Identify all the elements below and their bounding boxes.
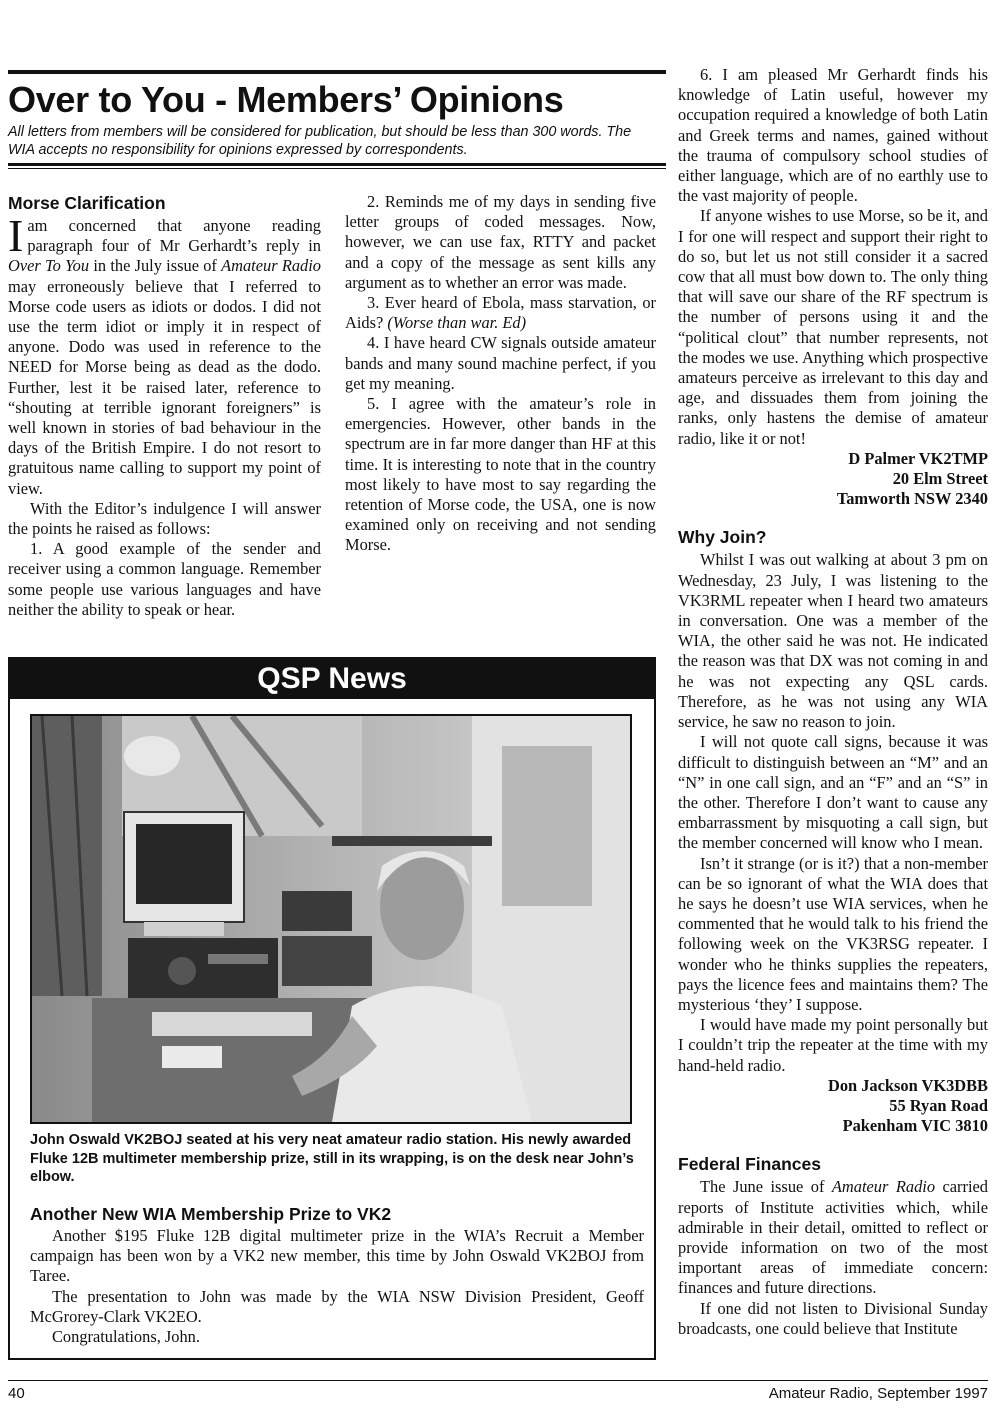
why-join-signature-street: 55 Ryan Road [889, 1095, 988, 1115]
why-join-signature-town: Pakenham VIC 3810 [842, 1116, 988, 1136]
drop-cap: I [8, 210, 24, 261]
morse-signature-name: D Palmer VK2TMP [848, 448, 988, 468]
morse-paragraph-4: 2. Reminds me of my days in sending five letter groups of coded messages. Now, however, we can use fax, RTTY and packet and a copy of the message as sent kills any argument as to whether an error was made. [345, 192, 656, 292]
morse-paragraph-8: 6. I am pleased Mr Gerhardt finds his knowledge of Latin useful, however my occupation required a knowledge of both Latin and Greek terms and names, gained without the trauma of compulsory school studies of either language, which are of no earthly use to the vast majority of people. [678, 65, 988, 206]
station-photo [30, 714, 632, 1124]
qsp-news-banner: QSP News [10, 659, 654, 699]
header-bottom-rule-thin [8, 168, 666, 169]
qsp-subheading: Another New WIA Membership Prize to VK2 [30, 1204, 392, 1224]
morse-signature-town: Tamworth NSW 2340 [836, 489, 988, 509]
column-middle [345, 192, 656, 556]
header-top-rule [8, 70, 666, 74]
morse-paragraph-5: 3. Ever heard of Ebola, mass starvation, or Aids? (Worse than war. Ed) [345, 293, 656, 333]
footer-rule [8, 1380, 988, 1381]
why-join-paragraph-1: Whilst I was out walking at about 3 pm on Wednesday, 23 July, I was listening to the VK3RML repeater when I heard two amateurs in conversation. One was a member of the WIA, the other said he was not. He indicated the reason was that DX was not coming in and he was not expecting any QSL cards. Therefore, as he was not using any WIA service, he saw no reason to join. [678, 550, 988, 732]
why-join-paragraph-4: I would have made my point personally but I couldn’t trip the repeater at the time with my hand-held radio. [678, 1015, 988, 1075]
qsp-paragraph-1: Another $195 Fluke 12B digital multimeter prize in the WIA’s Recruit a Member campaign has been won by a VK2 new member, this time by John Oswald VK2BOJ from Taree. [30, 1226, 644, 1286]
qsp-paragraph-3: Congratulations, John. [52, 1327, 200, 1347]
photo-caption: John Oswald VK2BOJ seated at his very neat amateur radio station. His newly awarded Fluke 12B multimeter membership prize, still in its wrapping, is on the desk near John’s elbow. [30, 1132, 634, 1185]
morse-paragraph-7: 5. I agree with the amateur’s role in emergencies. However, other bands in the spectrum are in far more danger than HF at this time. It is interesting to note that in the country most likely to have most to say regarding the retention of Morse code, the USA, one is now examined only on receiving and not sending Morse. [345, 394, 656, 555]
why-join-heading: Why Join? [678, 527, 767, 548]
morse-paragraph-6: 4. I have heard CW signals outside amateur bands and many sound machine perfect, if you get my meaning. [345, 333, 656, 393]
column-right [678, 65, 988, 1339]
qsp-paragraph-2: The presentation to John was made by the WIA NSW Division President, Geoff McGrorey-Clark VK2EO. [30, 1286, 644, 1326]
federal-paragraph-1: The June issue of Amateur Radio carried reports of Institute activities which, while admirable in their detail, omitted to reflect or provide information on two of the most important areas of immediate concern: finances and future directions. [678, 1177, 988, 1298]
publication-name: Amateur Radio, September 1997 [768, 1385, 988, 1402]
morse-paragraph-2: With the Editor’s indulgence I will answer the points he raised as follows: [8, 498, 321, 539]
header-bottom-rule [8, 163, 666, 166]
column-left [8, 192, 321, 620]
page-title: Over to You - Members’ Opinions [8, 79, 564, 120]
morse-paragraph-3: 1. A good example of the sender and receiver using a common language. Remember some people use various languages and have neither the ability to speak or hear. [8, 539, 321, 619]
why-join-signature-name: Don Jackson VK3DBB [827, 1075, 988, 1095]
morse-paragraph-1: Iam concerned that anyone reading paragraph four of Mr Gerhardt’s reply in Over To You in the July issue of Amateur Radio may erroneously believe that I referred to Morse code users as idiots or dodos. I did not use the term idiot or imply it in respect of anyone. Dodo was used in reference to the NEED for Morse being as dead as the dodo. Further, lest it be raised later, reference to “shouting at terrible ignorant foreigners” is well known in stories of bad behaviour in the days of the British Empire. I do not resort to gratuitous name calling to support my point of view. [8, 210, 321, 498]
qsp-body [30, 1226, 644, 1347]
morse-paragraph-9: If anyone wishes to use Morse, so be it, and I for one will respect and support their right to do so, but let us not still consider it a sacred cow that all must bow down to. The only thing that will save our share of the RF spectrum is the number of persons using it and the “political clout” that number represents, not the modes we use. Anything which prospective amateurs perceive as irrelevant to this day and age, and dissuades them from joining the ranks, only hastens the demise of amateur radio, like it or not! [678, 206, 988, 448]
federal-paragraph-2: If one did not listen to Divisional Sunday broadcasts, one could believe that Institute [678, 1298, 988, 1338]
page-number: 40 [8, 1385, 25, 1402]
why-join-paragraph-3: Isn’t it strange (or is it?) that a non-member can be so ignorant of what the WIA does that he says he doesn’t use WIA services, when he commented that he would talk to his friend the following week on the VK3RSG repeater. I wonder who he thinks supplies the repeaters, pays the licence fees and maintains them? The mysterious ‘they’ I suppose. [678, 853, 988, 1014]
federal-heading: Federal Finances [678, 1154, 821, 1175]
morse-heading: Morse Clarification [8, 193, 166, 213]
morse-signature-street: 20 Elm Street [892, 469, 988, 489]
station-photo-illustration [32, 716, 630, 1122]
page-subtitle: All letters from members will be considered for publication, but should be less than 300 words. The WIA accepts no responsibility for opinions expressed by correspondents. [8, 124, 632, 158]
why-join-paragraph-2: I will not quote call signs, because it was difficult to distinguish between an “M” and an “N” in one call sign, and an “F” and an “S” in the other. Therefore I don’t want to cause any embarrassment by misquoting a call sign, but the member concerned will know who I mean. [678, 732, 988, 853]
